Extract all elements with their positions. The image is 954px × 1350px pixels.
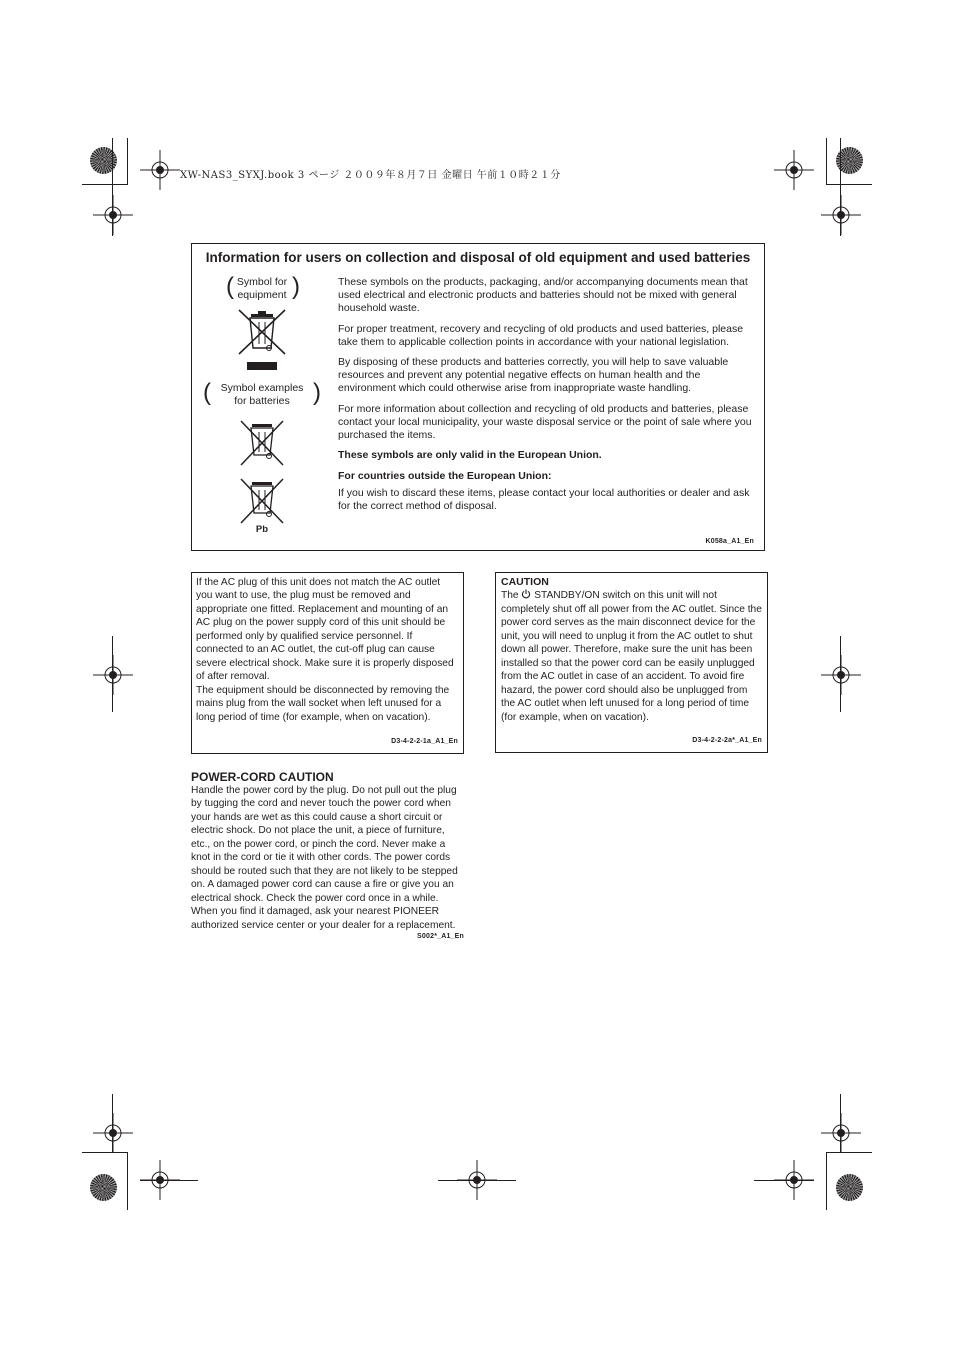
caution-text: The STANDBY/ON switch on this unit will not completely shut off all power from the AC outlet. Since the power cord serves as the main disconnect device for the unit, you will need to unplug it from the AC outlet to shut down all power. Therefore, make sure the unit has been installed so that the power cord can be easily unplugged from the AC outlet in case of an accident. To avoid fire hazard, the power cord should also be unplugged from the AC outlet when left unused for a long period of time (for example, when on vacation).: [501, 590, 762, 723]
crossed-wheelie-bin-icon: [237, 308, 287, 370]
crop-mark: [826, 184, 872, 185]
symbol-batteries-caption: ( Symbol examples for batteries ): [203, 379, 321, 407]
weee-paragraph: By disposing of these products and batteries correctly, you will help to save valuable resources and prevent any potential negative effects on human health and the environment which could otherwise arise from inappropriate waste handling.: [338, 356, 729, 395]
weee-symbols-column: [202, 273, 322, 535]
battery-bin-icon: [239, 419, 285, 467]
power-standby-icon: [521, 589, 531, 599]
crop-mark: [840, 138, 841, 236]
weee-text-column: [338, 276, 756, 520]
power-cord-code: S002*_A1_En: [417, 932, 464, 940]
weee-disposal-box: [191, 243, 765, 551]
color-target-icon: [90, 1174, 117, 1201]
crop-mark: [840, 636, 841, 712]
caution-notice-box: [495, 572, 768, 753]
weee-eu-only-note: These symbols are only valid in the European Union.: [338, 449, 602, 462]
file-info-header: XW-NAS3_SYXJ.book 3 ページ ２００９年８月７日 金曜日 午前１０時２１分: [180, 170, 561, 181]
caution-code: D3-4-2-2-2a*_A1_En: [692, 736, 762, 744]
ac-plug-notice-box: [191, 572, 464, 754]
crop-mark: [140, 1180, 198, 1181]
registration-mark-icon: [821, 1113, 861, 1153]
registration-mark-icon: [821, 655, 861, 695]
registration-mark-icon: [93, 1113, 133, 1153]
crop-mark: [112, 1094, 113, 1152]
registration-mark-icon: [140, 150, 180, 190]
crop-mark: [438, 1180, 516, 1181]
crop-mark: [127, 138, 128, 185]
crop-mark: [840, 1094, 841, 1152]
registration-mark-icon: [93, 195, 133, 235]
registration-mark-icon: [774, 150, 814, 190]
ac-plug-text: If the AC plug of this unit does not match the AC outlet you want to use, the plug must be removed and appropriate one fitted. Replacement and mounting of an AC plug on the power supply cord of this unit should be performed only by qualified service personnel. If connected to an AC outlet, the cut-off plug can cause severe electrical shock. Make sure it is properly disposed of after removal.: [196, 577, 454, 683]
power-cord-title: POWER-CORD CAUTION: [191, 770, 334, 784]
crop-mark: [112, 138, 113, 236]
crop-mark: [826, 1152, 827, 1210]
ac-plug-code: D3-4-2-2-1a_A1_En: [391, 737, 458, 745]
crop-mark: [127, 1152, 128, 1210]
pb-label: Pb: [255, 524, 269, 535]
weee-code: K058a_A1_En: [705, 538, 754, 545]
weee-title: Information for users on collection and disposal of old equipment and used batteries: [205, 250, 751, 265]
crop-mark: [826, 138, 827, 185]
caution-title: CAUTION: [501, 576, 549, 588]
color-target-icon: [836, 1174, 863, 1201]
power-cord-section: [191, 770, 464, 940]
crop-mark: [82, 184, 128, 185]
power-cord-text: Handle the power cord by the plug. Do not pull out the plug by tugging the cord and never touch the power cord when your hands are wet as this could cause a short circuit or electric shock. Do not place the unit, a piece of furniture, etc., on the power cord, or pinch the cord. Never make a knot in the cord or tie it with other cords. The power cords should be routed such that they are not likely to be stepped on. A damaged power cord can cause a fire or give you an electrical shock. Check the power cord once in a while. When you find it damaged, ask your nearest PIONEER authorized service center or your dealer for a replacement.: [191, 785, 458, 931]
weee-outside-eu-text: If you wish to discard these items, please contact your local authorities or dealer and ask for the correct method of disposal.: [338, 486, 750, 512]
weee-paragraph: For more information about collection and recycling of old products and batteries, please contact your local municipality, your waste disposal service or the point of sale where you purchased the items.: [338, 402, 752, 442]
symbol-equipment-caption: ( Symbol for equipment ): [226, 273, 300, 301]
weee-paragraph: These symbols on the products, packaging, and/or accompanying documents mean that used electrical and electronic products and batteries should not be mixed with general household waste.: [338, 276, 748, 315]
ac-plug-disconnect-text: The equipment should be disconnected by removing the mains plug from the wall socket when left unused for a long period of time (for example, when on vacation).: [196, 684, 450, 723]
registration-mark-icon: [93, 655, 133, 695]
battery-bin-pb-icon: [239, 477, 285, 525]
weee-outside-eu-heading: For countries outside the European Union:: [338, 470, 552, 483]
weee-paragraph: For proper treatment, recovery and recycling of old products and used batteries, please take them to applicable collection points in accordance with your national legislation.: [338, 322, 744, 348]
registration-mark-icon: [821, 195, 861, 235]
crop-mark: [112, 636, 113, 712]
crop-mark: [754, 1180, 814, 1181]
